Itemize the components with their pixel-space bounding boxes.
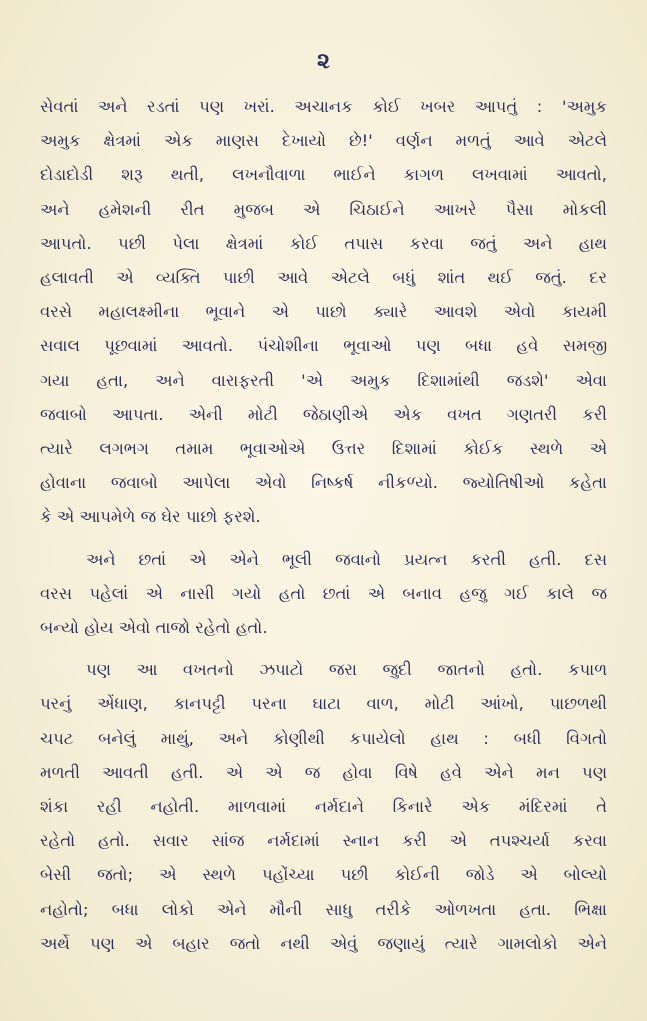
- text-line: અમુક ક્ષેત્રમાં એક માણસ દેખાયો છે!' વર્ણન મળતું આવે એટલે: [40, 131, 607, 151]
- text-line: અને છતાં એ એને ભૂલી જવાનો પ્રયત્ન કરતી હતી. દસ: [86, 549, 607, 569]
- text-line: મળતી આવતી હતી. એ એ જ હોવા વિષે હવે એને મન પણ: [40, 762, 607, 782]
- page-number: ૨: [317, 49, 330, 74]
- text-line: હલાવતી એ વ્યક્તિ પાછી આવે એટલે બધું શાંત થઈ જતું. દર: [40, 268, 607, 288]
- paragraph-gap: [40, 535, 607, 543]
- paragraph-1: [40, 90, 607, 535]
- text-line: સવાલ પૂછવામાં આવતો. પંચોશીના ભૂવાઓ પણ બધા હવે સમજી: [40, 336, 607, 356]
- text-line: પરનું એંધાણ, કાનપટ્ટી પરના ઘાટા વાળ, મોટી આંખો, પાછળથી: [40, 694, 607, 714]
- text-line: જવાબો આપતા. એની મોટી જેઠાણીએ એક વખત ગણતરી કરી: [40, 404, 607, 424]
- text-line: આપતો. પછી પેલા ક્ષેત્રમાં કોઈ તપાસ કરવા જતું અને હાથ: [40, 233, 607, 253]
- text-line: વરસ પહેલાં એ નાસી ગયો હતો છતાં એ બનાવ હજુ ગઈ કાલે જ: [40, 583, 607, 603]
- text-line: કે એ આપમેળે જ ઘેર પાછો ફરશે.: [40, 507, 261, 527]
- paragraph-2: [40, 543, 607, 646]
- text-line: અર્થે પણ એ બહાર જતો નથી એવું જણાયું ત્યારે ગામલોકો એને: [40, 933, 607, 953]
- text-line: ચપટ બનેલું માથું, અને કોણીથી કપાયેલો હાથ : બધી વિગતો: [40, 728, 607, 748]
- text-line: પણ આ વખતનો ઝપાટો જરા જુદી જાતનો હતો. કપાળ: [86, 660, 607, 680]
- text-line: હોવાના જવાબો આપેલા એવો નિષ્કર્ષ નીકળ્યો. જ્યોતિષીઓ કહેતા: [40, 473, 607, 493]
- text-line: ત્યારે લગભગ તમામ ભૂવાઓએ ઉત્તર દિશામાં કોઈક સ્થળે એ: [40, 439, 607, 459]
- text-line: અને હમેશની રીત મુજબ એ ચિઠાઈને આખરે પૈસા મોકલી: [40, 199, 607, 219]
- text-line: ગયા હતા, અને વારાફરતી 'એ અમુક દિશામાંથી જડશે' એવા: [40, 370, 607, 390]
- text-line: સેવતાં અને રડતાં પણ ખરાં. અચાનક કોઈ ખબર આપતું : 'અમુક: [40, 97, 607, 116]
- paragraph-gap: [40, 645, 607, 653]
- text-line: રહેતો હતો. સવાર સાંજ નર્મદામાં સ્નાન કરી એ તપશ્ચર્યા કરવા: [40, 831, 607, 851]
- text-line: બેસી જતો; એ સ્થળે પહોંચ્યા પછી કોઈની જોડે એ બોલ્યો: [40, 865, 607, 885]
- text-line: દોડાદોડી શરૂ થતી, લખનૌવાળા ભાઈને કાગળ લખવામાં આવતો,: [40, 165, 607, 185]
- text-line: નહોતો; બધા લોકો એને મૌની સાધુ તરીકે ઓળખતા હતા. ભિક્ષા: [40, 899, 607, 919]
- text-line: બન્યો હોય એવો તાજો રહેતો હતો.: [40, 618, 268, 638]
- text-line: શંકા રહી નહોતી. માળવામાં નર્મદાને કિનારે એક મંદિરમાં તે: [40, 797, 607, 817]
- text-line: વરસે મહાલક્ષ્મીના ભૂવાને એ પાછો ક્યારે આવશે એવો કાયમી: [40, 302, 607, 322]
- paragraph-3: [40, 653, 607, 961]
- body-text: [40, 90, 607, 961]
